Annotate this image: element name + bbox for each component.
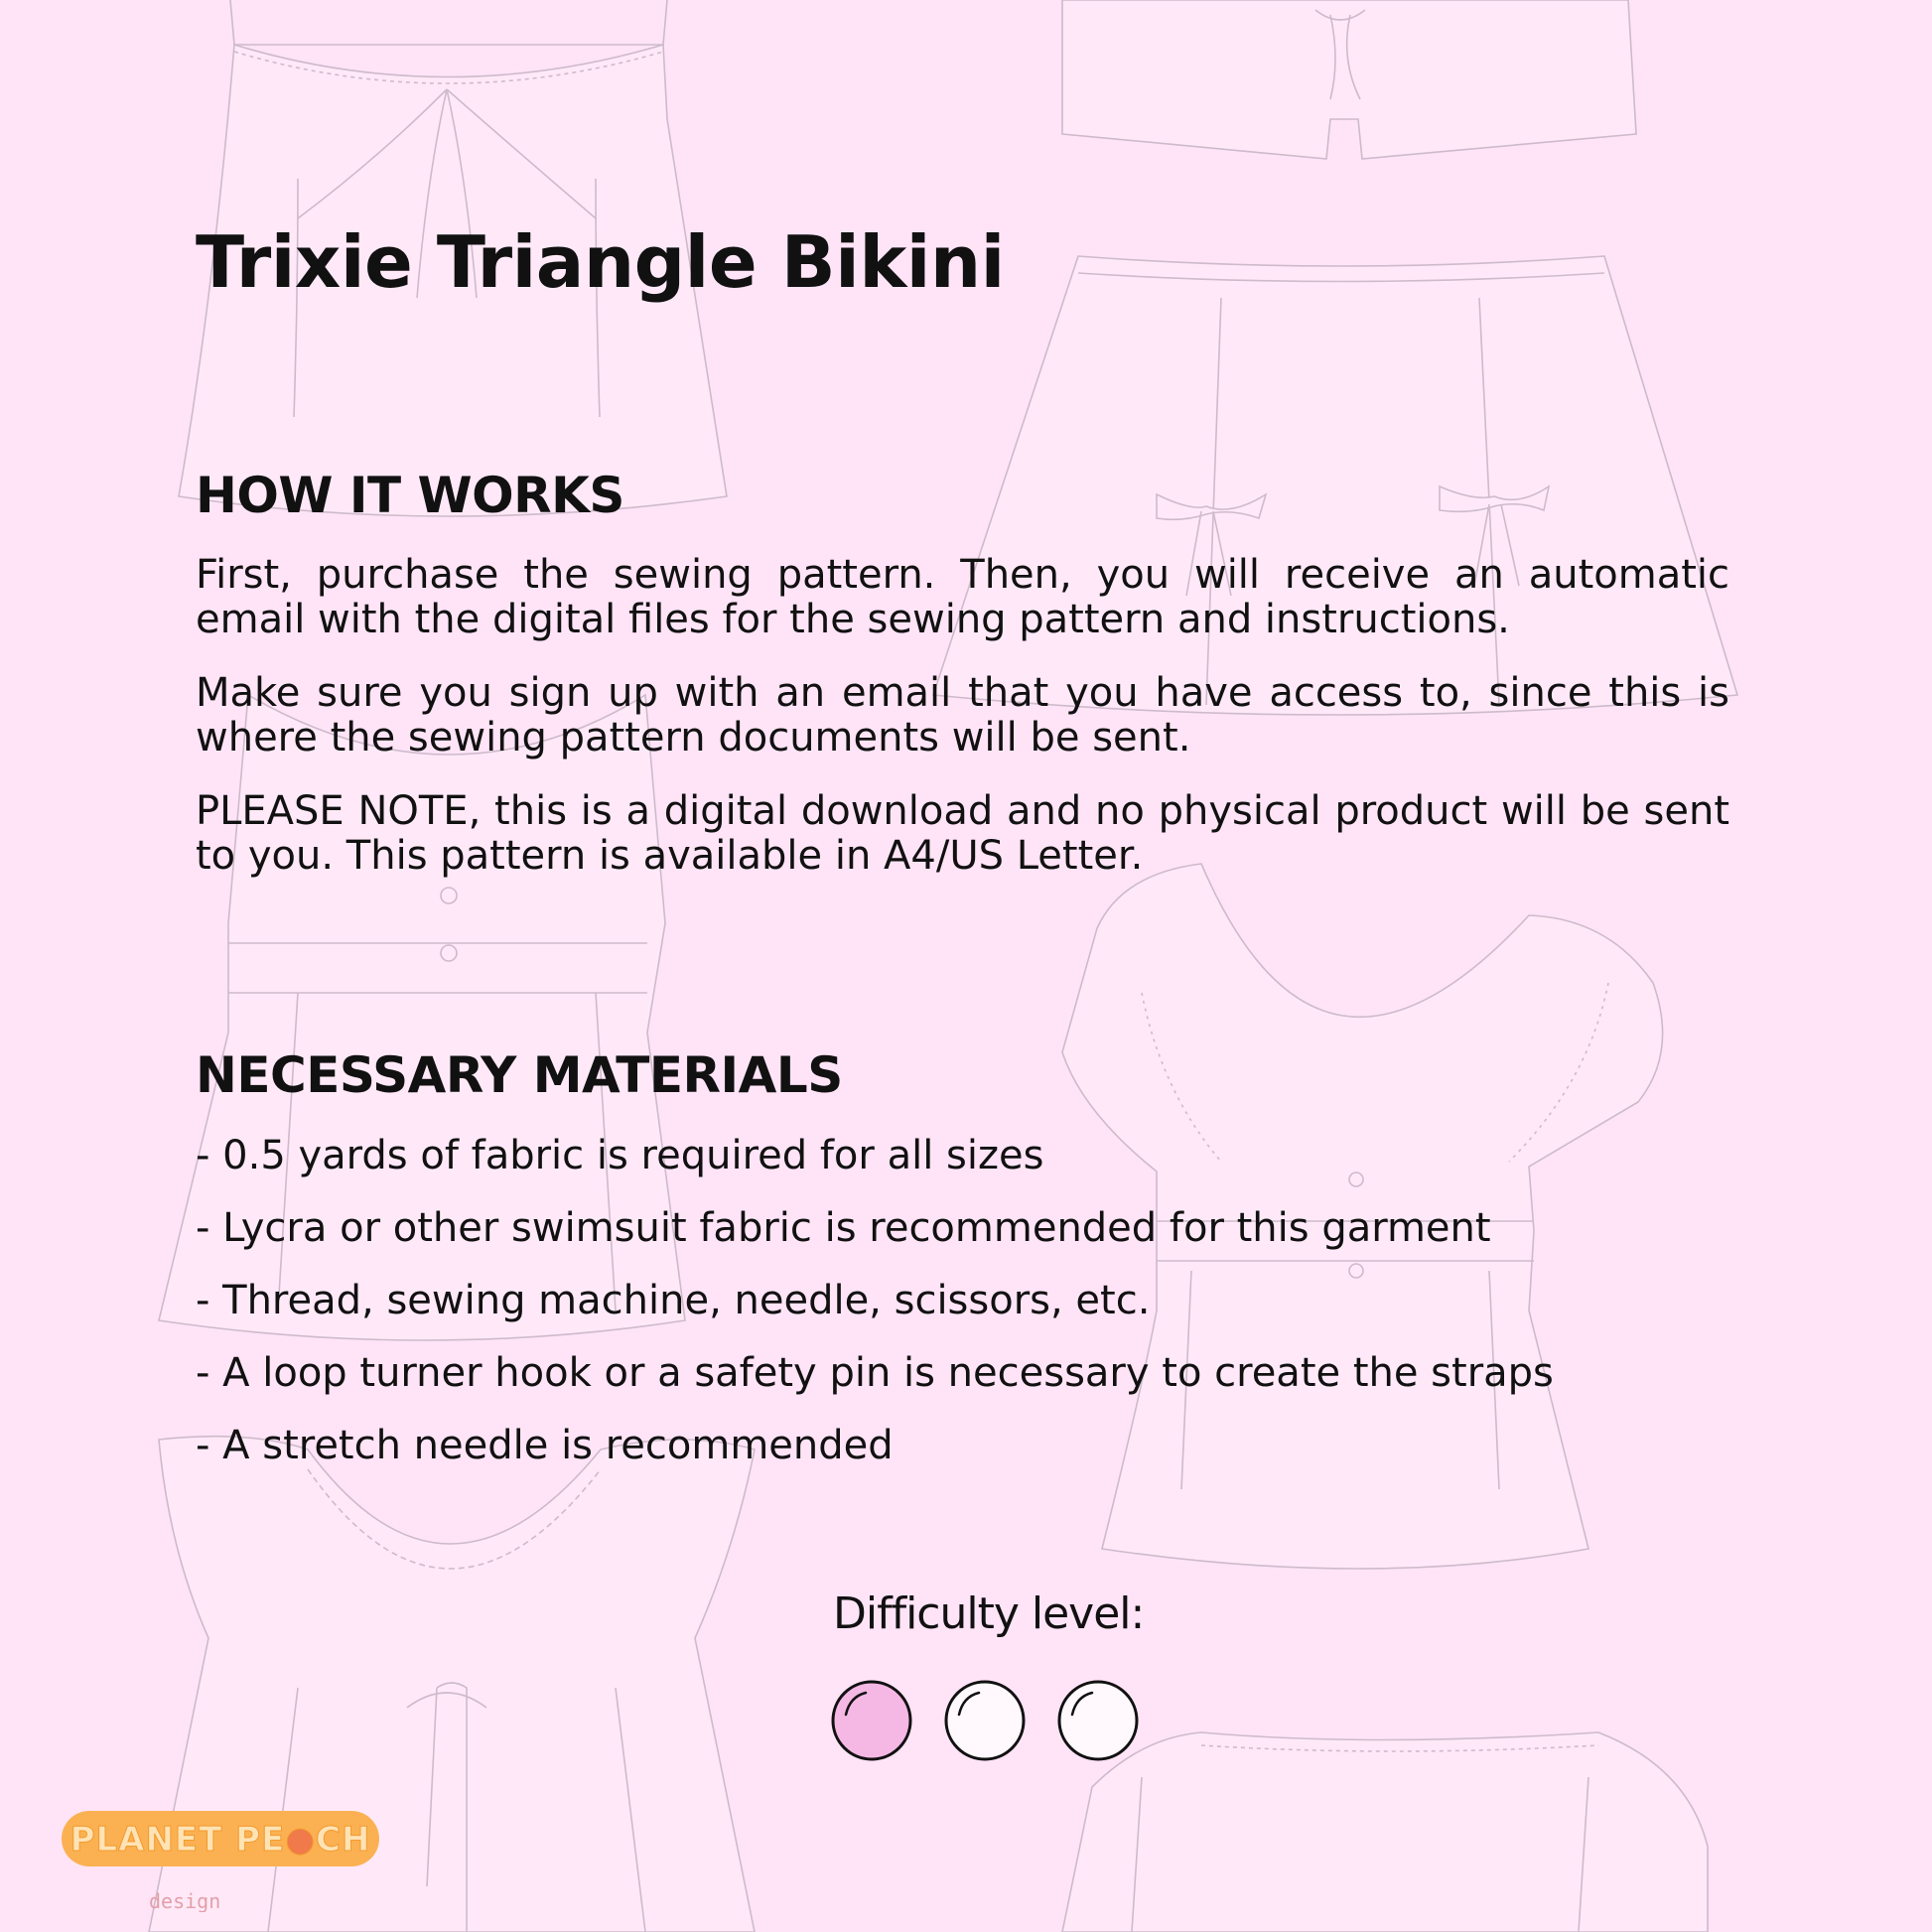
- materials-list-item: - A loop turner hook or a safety pin is necessary to create the straps: [196, 1350, 1554, 1396]
- materials-list-item: - 0.5 yards of fabric is required for all sizes: [196, 1133, 1044, 1178]
- how-it-works-paragraph: Make sure you sign up with an email that you have access to, since this is where the sewing pattern documents will be sent.: [196, 670, 1729, 760]
- svg-text:design: design: [149, 1889, 221, 1912]
- materials-heading: NECESSARY MATERIALS: [196, 1046, 843, 1104]
- crop-top-sketch-icon: [1062, 0, 1636, 159]
- svg-text:PLANET PE●CH: PLANET PE●CH: [69, 1820, 371, 1860]
- planet-peach-logo: [60, 1809, 381, 1912]
- materials-list-item: - Lycra or other swimsuit fabric is recommended for this garment: [196, 1205, 1491, 1251]
- difficulty-dot-icon: [946, 1682, 1024, 1759]
- how-it-works-heading: HOW IT WORKS: [196, 467, 624, 524]
- difficulty-dot-icon: [833, 1682, 910, 1759]
- materials-list-item: - A stretch needle is recommended: [196, 1423, 894, 1468]
- page-title: Trixie Triangle Bikini: [196, 220, 1005, 304]
- how-it-works-paragraph: First, purchase the sewing pattern. Then, you will receive an automatic email with the digital files for the sewing pattern and instructions.: [196, 552, 1729, 642]
- difficulty-label: Difficulty level:: [833, 1588, 1145, 1639]
- fitted-top-sketch-icon: [1062, 1732, 1708, 1932]
- difficulty-dot-icon: [1059, 1682, 1137, 1759]
- difficulty-rating: [830, 1678, 1148, 1763]
- how-it-works-paragraph: PLEASE NOTE, this is a digital download and no physical product will be sent to you. This pattern is available in A4/US Letter.: [196, 788, 1729, 879]
- materials-list-item: - Thread, sewing machine, needle, scissors, etc.: [196, 1278, 1151, 1323]
- skirt-sketch-icon: [933, 256, 1737, 715]
